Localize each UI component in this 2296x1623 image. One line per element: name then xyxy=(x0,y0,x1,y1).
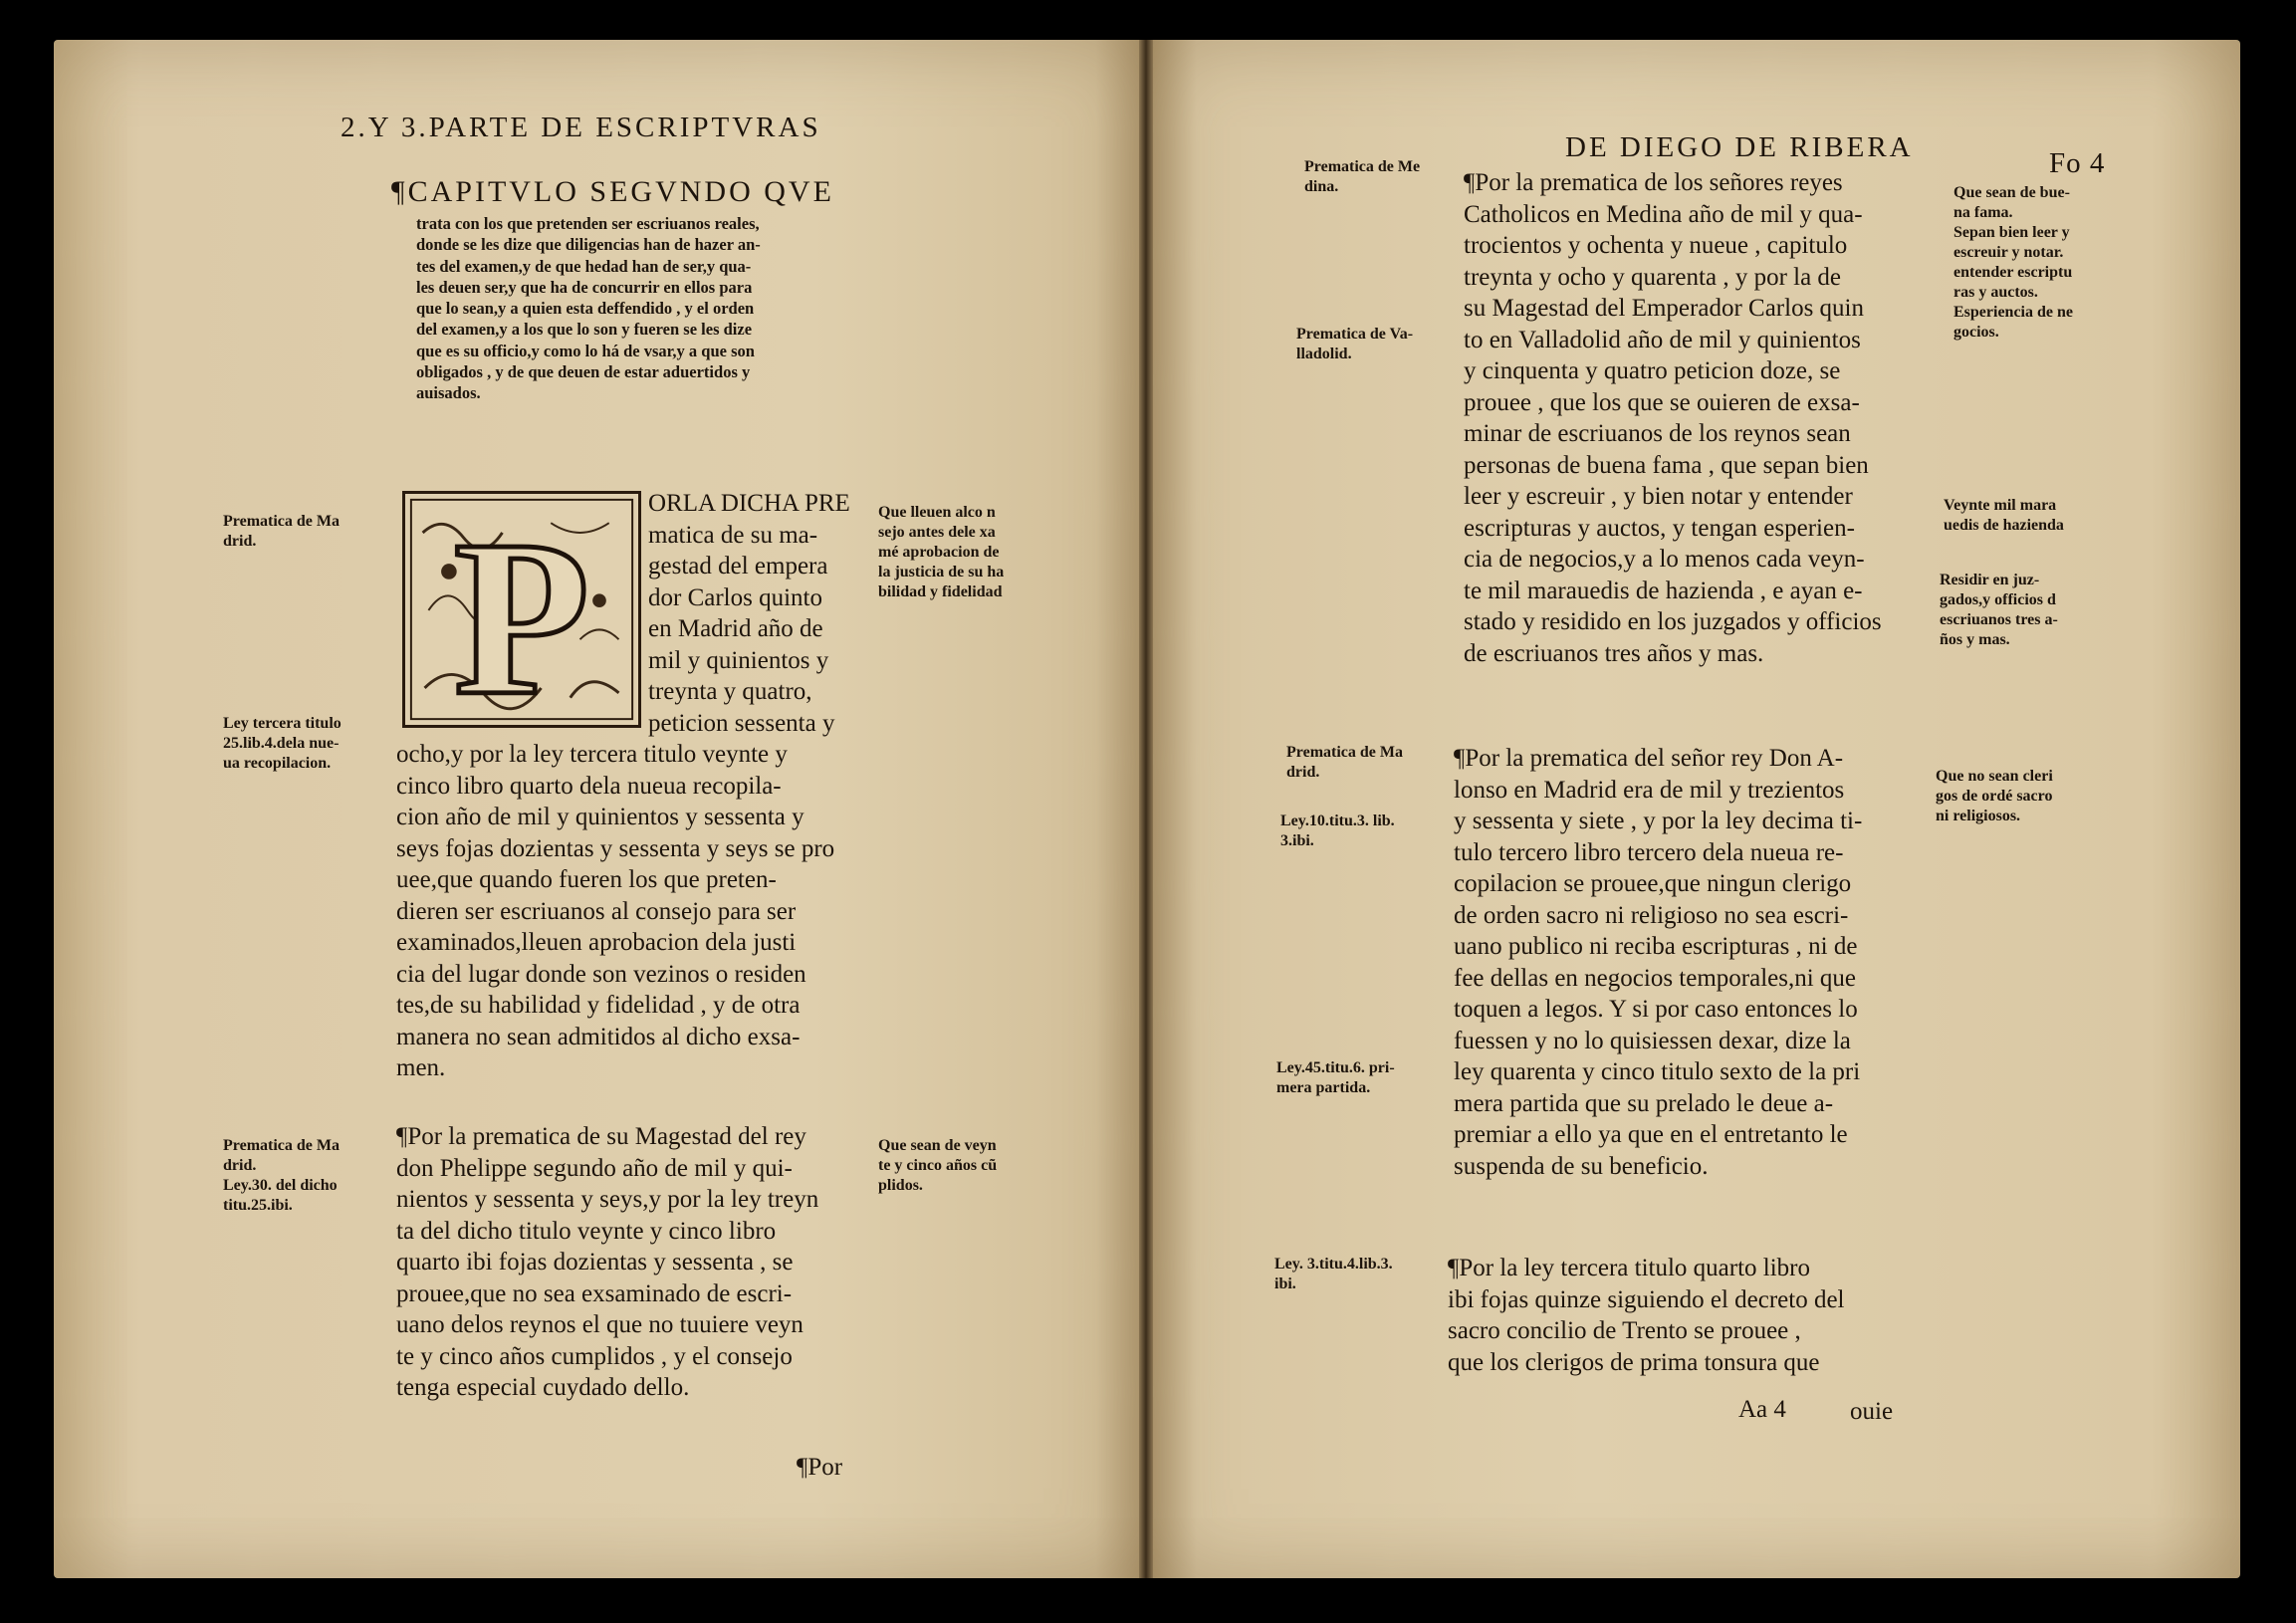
text-line: peticion sessenta y xyxy=(648,709,835,737)
text-line: leer y escreuir , y bien notar y entender xyxy=(1464,483,1853,510)
intro-line: del examen,y a los que lo son y fueren se les dize xyxy=(416,320,753,340)
intro-line: tes del examen,y de que hedad han de ser,y qua- xyxy=(416,256,752,276)
margin-line: gos de ordé sacro xyxy=(1936,788,2053,805)
chapter-heading: ¶CAPITVLO SEGVNDO QVE xyxy=(391,175,834,208)
margin-line: Prematica de Ma xyxy=(1286,744,1403,761)
text-line: suspenda de su beneficio. xyxy=(1454,1152,1709,1180)
text-line: cinco libro quarto dela nueua recopila- xyxy=(396,772,782,800)
margin-line: ras y auctos. xyxy=(1953,284,2038,301)
text-line: su Magestad del Emperador Carlos quin xyxy=(1464,295,1864,322)
margin-line: la justicia de su ha xyxy=(878,564,1005,580)
margin-line: plidos. xyxy=(878,1177,923,1194)
paragraph-2-right xyxy=(1454,743,1862,1182)
right-running-header: DE DIEGO DE RIBERA xyxy=(1565,131,1914,163)
margin-line: mera partida. xyxy=(1276,1079,1371,1096)
text-line: de escriuanos tres años y mas. xyxy=(1464,639,1764,667)
text-line: minar de escriuanos de los reynos sean xyxy=(1464,420,1851,447)
paragraph-1-right xyxy=(1464,167,1882,669)
margin-line: Esperiencia de ne xyxy=(1953,304,2073,321)
margin-note xyxy=(1280,812,1395,851)
margin-line: uedis de hazienda xyxy=(1944,517,2064,534)
text-line: trocientos y ochenta y nueue , capitulo xyxy=(1464,232,1848,259)
intro-line: donde se les dize que diligencias han de hazer an- xyxy=(416,235,761,255)
margin-note xyxy=(1296,325,1413,364)
right-catchword: ouie xyxy=(1850,1398,1894,1425)
signature-mark: Aa 4 xyxy=(1738,1396,1786,1423)
text-line: copilacion se prouee,que ningun clerigo xyxy=(1454,870,1852,897)
margin-note xyxy=(1274,1255,1393,1294)
text-line: sacro concilio de Trento se prouee , xyxy=(1448,1317,1801,1344)
text-line: ibi fojas quinze siguiendo el decreto del xyxy=(1448,1285,1845,1313)
text-line: ¶Por la prematica de su Magestad del rey xyxy=(396,1123,806,1150)
text-line: cion año de mil y quinientos y sessenta y xyxy=(396,804,804,830)
intro-line: que lo sean,y a quien esta deffendido , y el orden xyxy=(416,299,755,319)
margin-note xyxy=(1276,1058,1395,1098)
margin-note xyxy=(1936,767,2053,826)
text-line: mera partida que su prelado le deue a- xyxy=(1454,1089,1834,1117)
text-line: te mil marauedis de hazienda , e ayan e- xyxy=(1464,577,1863,604)
margin-line: drid. xyxy=(223,533,257,550)
text-line: uee,que quando fueren los que preten- xyxy=(396,866,777,893)
text-line: treynta y quatro, xyxy=(648,678,812,705)
margin-line: Prematica de Me xyxy=(1304,158,1421,175)
text-line: mil y quinientos y xyxy=(648,646,829,674)
margin-line: ua recopilacion. xyxy=(223,755,332,772)
left-catchword: ¶Por xyxy=(797,1454,843,1481)
text-line: uano publico ni reciba escripturas , ni de xyxy=(1454,933,1858,960)
text-line: tulo tercero libro tercero dela nueua re- xyxy=(1454,838,1844,866)
paragraph-2 xyxy=(396,1121,818,1404)
text-line: examinados,lleuen aprobacion dela justi xyxy=(396,929,797,956)
margin-line: Ley. 3.titu.4.lib.3. xyxy=(1274,1256,1393,1273)
margin-line: ños y mas. xyxy=(1940,631,2010,648)
intro-line: auisados. xyxy=(416,383,481,403)
margin-line: na fama. xyxy=(1953,204,2013,221)
margin-note xyxy=(878,1136,997,1196)
margin-line: gados,y officios d xyxy=(1940,591,2056,608)
text-line: premiar a ello ya que en el entretanto le xyxy=(1454,1121,1848,1148)
margin-note xyxy=(1944,496,2064,536)
margin-note xyxy=(223,1136,340,1216)
text-line: treynta y ocho y quarenta , y por la de xyxy=(1464,263,1842,291)
margin-note xyxy=(223,714,342,774)
margin-line: te y cinco años cũ xyxy=(878,1157,998,1174)
text-line: men. xyxy=(396,1054,446,1081)
text-line: y cinquenta y quatro peticion doze, se xyxy=(1464,357,1841,384)
text-line: dieren ser escriuanos al consejo para ser xyxy=(396,897,797,925)
margin-note xyxy=(1304,157,1420,197)
margin-line: ni religiosos. xyxy=(1936,808,2021,824)
paragraph-3-right xyxy=(1448,1253,1845,1378)
text-line: fuessen y no lo quisiessen dexar, dize la xyxy=(1454,1027,1851,1054)
text-line: ¶Por la prematica del señor rey Don A- xyxy=(1454,745,1844,772)
margin-line: Ley.30. del dicho xyxy=(223,1177,338,1194)
text-line: en Madrid año de xyxy=(648,615,823,642)
paragraph-1-cap-lines xyxy=(648,488,850,739)
margin-note xyxy=(1286,743,1403,783)
margin-line: ibi. xyxy=(1274,1275,1296,1292)
dropcap-letter: P xyxy=(453,494,590,725)
margin-line: titu.25.ibi. xyxy=(223,1197,293,1214)
text-line: ¶Por la prematica de los señores reyes xyxy=(1464,169,1843,196)
text-line: ocho,y por la ley tercera titulo veynte y xyxy=(396,741,788,768)
text-line: prouee , que los que se ouieren de exsa- xyxy=(1464,388,1860,416)
text-line: matica de su ma- xyxy=(648,521,818,549)
margin-line: lladolid. xyxy=(1296,346,1352,362)
chapter-intro xyxy=(416,213,761,404)
text-line: tes,de su habilidad y fidelidad , y de otra xyxy=(396,992,801,1019)
margin-note xyxy=(878,503,1004,602)
text-line: ORLA DICHA PRE xyxy=(648,490,850,517)
margin-line: Sepan bien leer y xyxy=(1953,224,2070,241)
margin-line: escriuanos tres a- xyxy=(1940,611,2058,628)
paragraph-1 xyxy=(396,739,834,1084)
decorated-initial-icon xyxy=(405,494,638,725)
text-line: don Phelippe segundo año de mil y qui- xyxy=(396,1154,793,1182)
text-line: nientos y sessenta y seys,y por la ley treyn xyxy=(396,1186,819,1213)
text-line: manera no sean admitidos al dicho exsa- xyxy=(396,1023,801,1050)
book-gutter xyxy=(1139,40,1153,1578)
text-line: prouee,que no sea exsaminado de escri- xyxy=(396,1279,793,1307)
text-line: tenga especial cuydado dello. xyxy=(396,1374,690,1401)
text-line: que los clerigos de prima tonsura que xyxy=(1448,1348,1820,1376)
text-line: te y cinco años cumplidos , y el consejo xyxy=(396,1342,793,1370)
margin-line: gocios. xyxy=(1953,324,1999,341)
margin-line: drid. xyxy=(1286,764,1320,781)
text-line: cia de negocios,y a lo menos cada veyn- xyxy=(1464,546,1865,573)
text-line: lonso en Madrid era de mil y trezientos xyxy=(1454,776,1845,804)
margin-note xyxy=(1940,571,2058,650)
margin-line: Ley.10.titu.3. lib. xyxy=(1280,812,1395,829)
left-running-header: 2.Y 3.PARTE DE ESCRIPTVRAS xyxy=(341,112,821,143)
margin-line: Que sean de bue- xyxy=(1953,184,2070,201)
text-line: cia del lugar donde son vezinos o residen xyxy=(396,960,806,988)
margin-line: mé aprobacion de xyxy=(878,544,1000,561)
margin-line: entender escriptu xyxy=(1953,264,2073,281)
margin-line: Veynte mil mara xyxy=(1944,497,2057,514)
text-line: quarto ibi fojas dozientas y sessenta , se xyxy=(396,1249,794,1275)
text-line: fee dellas en negocios temporales,ni que xyxy=(1454,964,1857,992)
margin-line: Prematica de Ma xyxy=(223,1137,340,1154)
text-line: ta del dicho titulo veynte y cinco libro xyxy=(396,1217,777,1245)
text-line: personas de buena fama , que sepan bien xyxy=(1464,451,1869,479)
text-line: de orden sacro ni religioso no sea escri- xyxy=(1454,901,1849,929)
margin-line: Que sean de veyn xyxy=(878,1137,997,1154)
margin-line: bilidad y fidelidad xyxy=(878,583,1003,600)
margin-line: Prematica de Ma xyxy=(223,513,340,530)
margin-line: Ley.45.titu.6. pri- xyxy=(1276,1059,1395,1076)
text-line: y sessenta y siete , y por la ley decima ti- xyxy=(1454,808,1863,834)
margin-line: Que lleuen alco n xyxy=(878,504,996,521)
margin-line: Ley tercera titulo xyxy=(223,715,342,732)
text-line: dor Carlos quinto xyxy=(648,583,822,611)
text-line: stado y residido en los juzgados y officios xyxy=(1464,608,1882,635)
text-line: escripturas y auctos, y tengan esperien- xyxy=(1464,514,1855,542)
intro-line: trata con los que pretenden ser escriuanos reales, xyxy=(416,214,760,233)
folio-number: Fo 4 xyxy=(2049,147,2106,179)
text-line: ¶Por la ley tercera titulo quarto libro xyxy=(1448,1255,1810,1281)
margin-line: Residir en juz- xyxy=(1940,572,2040,588)
intro-line: que es su officio,y como lo há de vsar,y a que son xyxy=(416,341,755,360)
text-line: Catholicos en Medina año de mil y qua- xyxy=(1464,200,1863,228)
decorated-initial-p xyxy=(402,491,641,728)
margin-line: Prematica de Va- xyxy=(1296,326,1414,343)
intro-line: les deuen ser,y que ha de concurrir en ellos para xyxy=(416,277,753,297)
margin-note xyxy=(223,512,340,552)
margin-line: Que no sean cleri xyxy=(1936,768,2053,785)
text-line: seys fojas dozientas y sessenta y seys se pro xyxy=(396,834,835,862)
margin-line: 25.lib.4.dela nue- xyxy=(223,735,340,752)
text-line: uano delos reynos el que no tuuiere veyn xyxy=(396,1311,804,1338)
margin-line: escreuir y notar. xyxy=(1953,244,2064,261)
margin-line: sejo antes dele xa xyxy=(878,524,996,541)
margin-line: drid. xyxy=(223,1157,257,1174)
intro-line: obligados , y de que deuen de estar aduertidos y xyxy=(416,362,751,382)
margin-line: dina. xyxy=(1304,178,1339,195)
text-line: toquen a legos. Y si por caso entonces lo xyxy=(1454,996,1858,1023)
text-line: ley quarenta y cinco titulo sexto de la pri xyxy=(1454,1058,1861,1085)
text-line: gestad del empera xyxy=(648,553,828,580)
margin-note xyxy=(1953,183,2073,343)
margin-line: 3.ibi. xyxy=(1280,832,1314,849)
text-line: to en Valladolid año de mil y quinientos xyxy=(1464,326,1861,353)
